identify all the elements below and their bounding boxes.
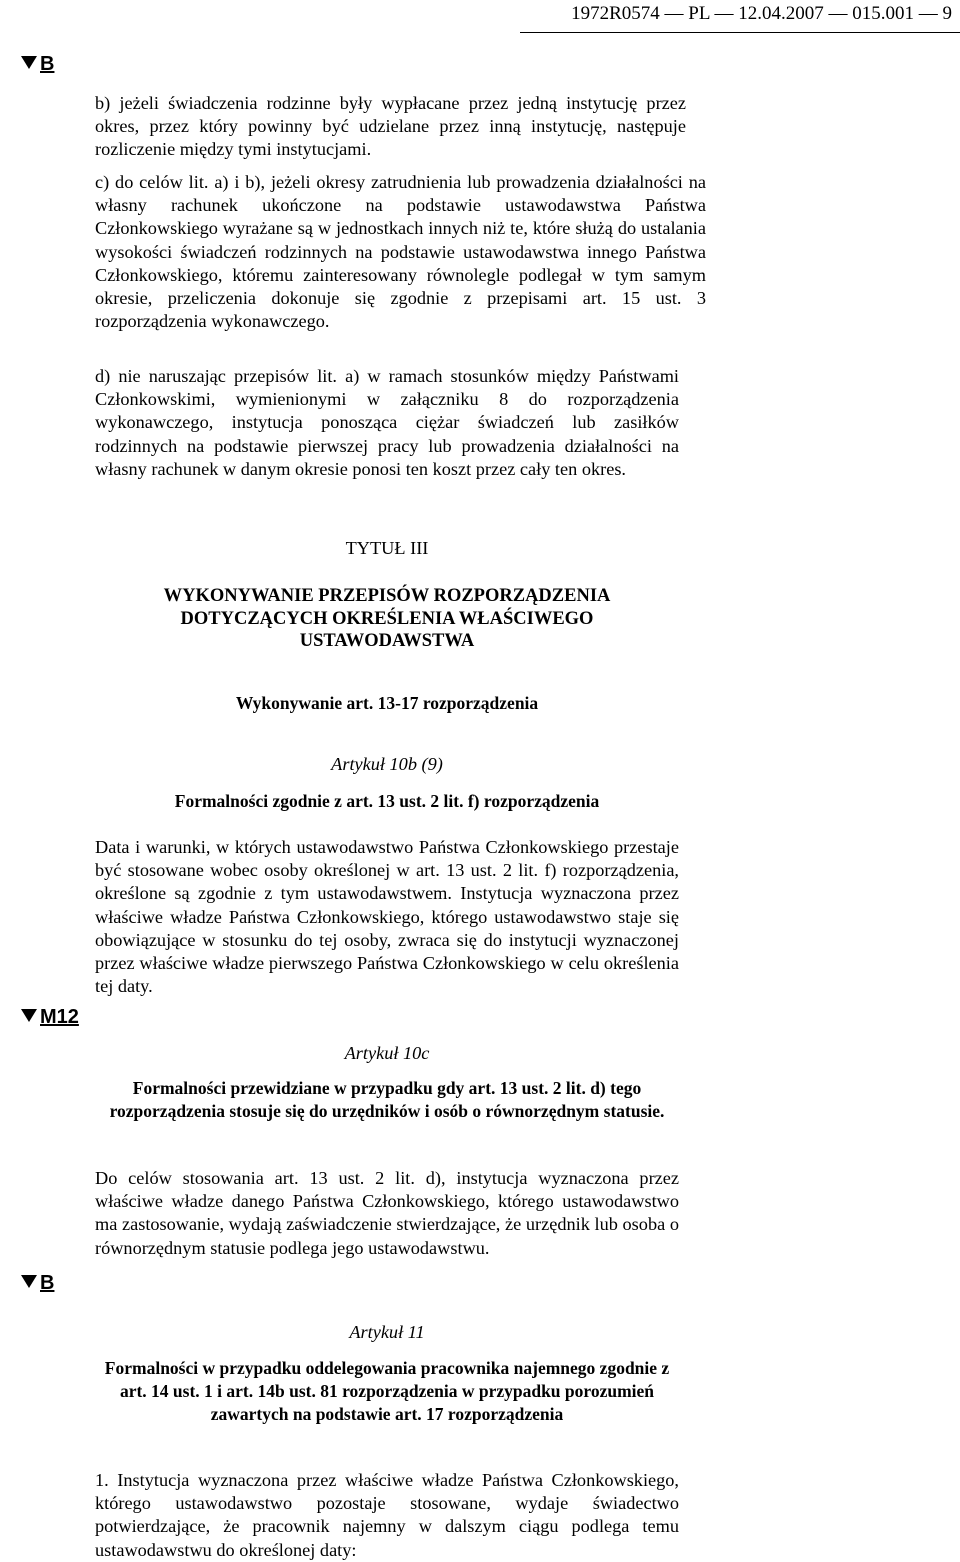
- triangle-down-icon: [21, 1275, 37, 1288]
- article-11-label: Artykuł 11: [349, 1322, 425, 1342]
- document-reference: 1972R0574 — PL — 12.04.2007 — 015.001 — 9: [571, 3, 952, 24]
- article-11-paragraph-1: 1. Instytucja wyznaczona przez właściwe władze Państwa Członkowskiego, którego ustawodawstwo pozostaje stosowane, wydaje świadectwo potwierdzające, że pracownik najemny w dalszym ciągu podlega temu ustawodawstwu do określonej daty:: [95, 1470, 679, 1560]
- paragraph-d: d) nie naruszając przepisów lit. a) w ramach stosunków między Państwami Członkowskimi, wymienionymi w załączniku 8 do rozporządzenia wykonawczego, instytucja ponosząca ciężar świadczeń lub zasiłków rodzinnych na podstawie pierwszej pracy lub prowadzenia działalności na własny rachunek w danym okresie ponosi ten koszt przez cały ten okres.: [95, 366, 679, 479]
- article-10c-heading: Formalności przewidziane w przypadku gdy art. 13 ust. 2 lit. d) tego rozporządzenia stosuje się do urzędników i osób o równorzędnym statusie.: [109, 1078, 665, 1122]
- paragraph-b: b) jeżeli świadczenia rodzinne były wypłacane przez jedną instytucję przez okres, przez który powinny być udzielane przez inną instytucję, następuje rozliczenie między tymi instytucjami.: [95, 93, 686, 160]
- amendment-marker-m12: M12: [21, 1006, 79, 1028]
- paragraph-c: c) do celów lit. a) i b), jeżeli okresy zatrudnienia lub prowadzenia działalności na własny rachunek ukończone na podstawie ustawodawstwa Państwa Członkowskiego wyrażane są w jednostkach innych niż te, które służą do ustalania wysokości świadczeń rodzinnych na podstawie ustawodawstwa innego Państwa Członkowskiego, któremu zainteresowany równolegle podlegał w tym samym okresie, przeliczenia dokonuje się zgodnie z przepisami art. 15 ust. 3 rozporządzenia wykonawczego.: [95, 172, 706, 332]
- article-11-heading: Formalności w przypadku oddelegowania pracownika najemnego zgodnie z art. 14 ust. 1 i art. 14b ust. 81 rozporządzenia w przypadku porozumień zawartych na podstawie art. 17 rozporządzenia: [104, 1358, 670, 1425]
- triangle-down-icon: [21, 1009, 37, 1022]
- page-header: [520, 0, 960, 33]
- amendment-marker-b: B: [21, 53, 54, 75]
- article-10b-label: Artykuł 10b (9): [331, 754, 443, 774]
- article-10b-body: Data i warunki, w których ustawodawstwo Państwa Członkowskiego przestaje być stosowane wobec osoby określonej w art. 13 ust. 2 lit. f) rozporządzenia, określone są zgodnie z tym ustawodawstwem. Instytucja wyznaczona przez właściwe władze Państwa Członkowskiego, którego ustawodawstwo staje się obowiązujące w stosunku do tej osoby, zwraca się do instytucji wyznaczonej przez właściwe władze pierwszego Państwa Członkowskiego w celu określenia tej daty.: [95, 837, 679, 997]
- article-10c-body: Do celów stosowania art. 13 ust. 2 lit. d), instytucja wyznaczona przez właściwe władze danego Państwa Członkowskiego, którego ustawodawstwo ma zastosowanie, wydają zaświadczenie stwierdzające, że urzędnik lub osoba o równorzędnym statusie podlega jego ustawodawstwu.: [95, 1168, 679, 1258]
- article-10c-label: Artykuł 10c: [344, 1043, 430, 1063]
- title-subheading: Wykonywanie art. 13-17 rozporządzenia: [235, 693, 539, 713]
- title-number: TYTUŁ III: [345, 538, 429, 558]
- title-heading: WYKONYWANIE PRZEPISÓW ROZPORZĄDZENIA DOTYCZĄCYCH OKREŚLENIA WŁAŚCIWEGO USTAWODAWSTWA: [163, 586, 611, 651]
- article-10b-heading: Formalności zgodnie z art. 13 ust. 2 lit. f) rozporządzenia: [174, 791, 600, 811]
- amendment-marker-b: B: [21, 1272, 54, 1294]
- triangle-down-icon: [21, 56, 37, 69]
